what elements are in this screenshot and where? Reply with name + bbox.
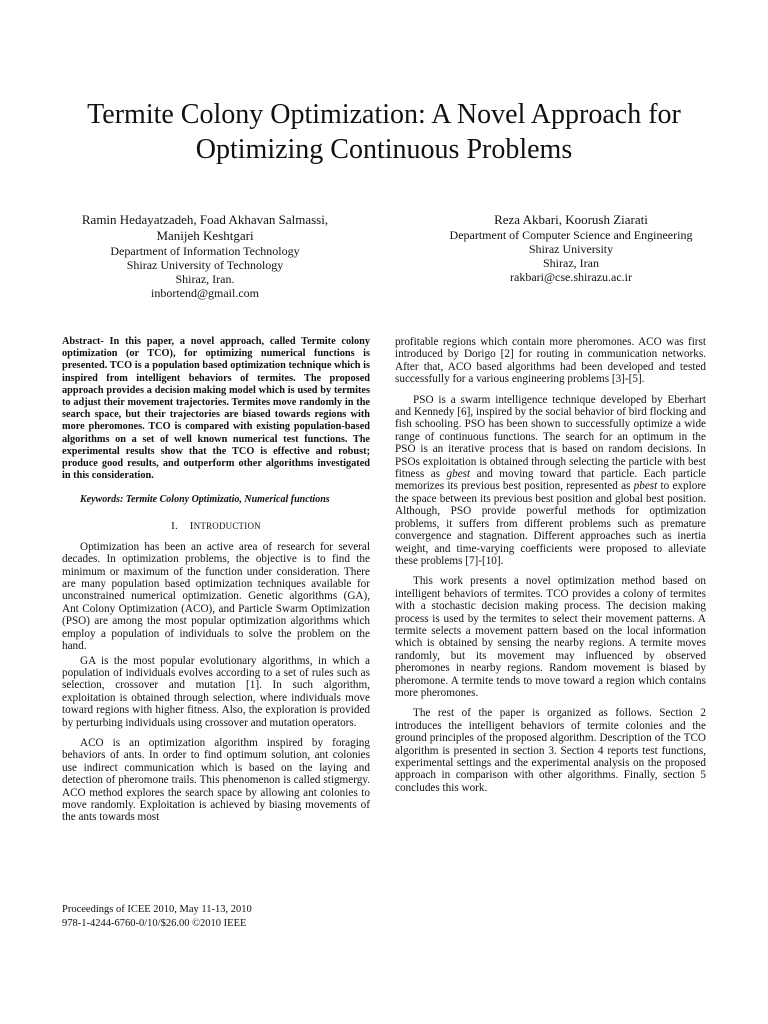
footer [62, 903, 252, 930]
text-run: to explore the space between its previous best position and global best position. Although, PSO provide powerful methods for optimization problems, it suffers from different problems such as premature convergence and stagnation. Different approaches such as inertia weight, and time-varying coefficients were proposed to alleviate these problems [7]-[10]. [395, 480, 707, 567]
author-location: Shiraz, Iran [543, 256, 599, 270]
section-heading [62, 520, 370, 532]
keywords: Keywords: Termite Colony Optimizatio, Numerical functions [80, 494, 330, 506]
body-paragraph: Optimization has been an active area of research for several decades. In optimization problems, the objective is to find the minimum or maximum of the function under consideration. There are many population based optimization techniques available for unconstrained numerical optimization. Genetic algorithms (GA), Ant Colony Optimization (ACO), and Particle Swarm Optimization (PSO) are among the most popular optimization algorithms which employ a population of individuals to solve the problem on the hand. [62, 540, 370, 653]
author-institution: Shiraz University of Technology [126, 258, 284, 272]
body-paragraph: ACO is an optimization algorithm inspired by foraging behaviors of ants. In order to find optimum solution, ant colonies use indirect communication which is based on the laying and detection of pheromone trails. This phenomenon is called stigmergy. ACO method explores the search space by allowing ant colonies to move randomly. Exploitation is achieved by biasing movements of the ants towards most [62, 736, 370, 824]
right-column [395, 336, 706, 794]
author-names: Manijeh Keshtgari [156, 228, 254, 243]
author-department: Department of Information Technology [110, 244, 300, 258]
text-run: PSO is a swarm intelligence technique developed by Eberhart and Kennedy [6], inspired by the social behavior of bird flocking and fish schooling. PSO has been shown to successfully optimize a wide range of continuous functions. The search for an optimum in the PSO is an iterative process that is based on random decisions. In PSOs exploitation is obtained through selecting the particle with best fitness as [395, 393, 706, 481]
body-paragraph [395, 394, 706, 568]
section-number: I. [171, 520, 178, 533]
abstract: Abstract- In this paper, a novel approach, called Termite colony optimization (or TCO), for optimizing numerical functions is presented. TCO is a population based optimization technique which is inspired from intelligent behaviors of termites. The proposed approach provides a decision making model which is used by termites to adjust their movement trajectories. Termites move randomly in the search space, but their trajectories are biased towards regions with more pheromones. TCO is compared with existing population-based algorithms on a set of well known numerical test functions. The experimental results show that the TCO is effective and robust; produce good results, and outperform other algorithms investigated in this consideration. [62, 336, 370, 482]
body-paragraph: This work presents a novel optimization method based on intelligent behaviors of termites. TCO provides a colony of termites with a stochastic decision making process. The decision making process is used by the termites to select their movement patterns. A termite selects a movement pattern based on the local information which is obtained by sensing the nearby regions. A termite moves randomly, but its movement may influenced by observed pheromones in nearby regions. Random movement is biased by pheromone. A termite tends to move toward a region which contains more pheromones. [395, 575, 706, 699]
author-email: rakbari@cse.shirazu.ac.ir [510, 270, 632, 284]
author-names: Ramin Hedayatzadeh, Foad Akhavan Salmassi, [81, 212, 329, 227]
footer-proceedings: Proceedings of ICEE 2010, May 11-13, 2010 [62, 904, 252, 915]
body-paragraph: The rest of the paper is organized as follows. Section 2 introduces the intelligent behaviors of termite colonies and the ground principles of the proposed algorithm. Description of the TCO algorithm is presented in section 3. Section 4 reports test functions, experimental settings and the experimental analysis on the proposed approach in comparison with other algorithms. Finally, section 5 concludes this work. [395, 707, 706, 794]
footer-copyright: 978-1-4244-6760-0/10/$26.00 ©2010 IEEE [62, 917, 247, 929]
italic-term: gbest [446, 468, 471, 481]
section-title-rest: NTRODUCTION [193, 521, 261, 532]
left-column [62, 336, 370, 824]
paper-title: Termite Colony Optimization: A Novel Approach for Optimizing Continuous Problems [87, 99, 681, 165]
body-paragraph: GA is the most popular evolutionary algorithms, in which a population of individuals evolves according to a set of rules such as selection, crossover and mutation [1]. In such algorithm, exploitation is obtained through selection, where individuals move toward regions with higher fitness. Also, the exploration is provided by perturbing individuals using crossover and mutation operators. [62, 654, 370, 729]
author-email: inbortend@gmail.com [150, 286, 260, 300]
author-block-2 [420, 212, 722, 284]
italic-term: pbest [633, 480, 658, 493]
author-institution: Shiraz University [528, 242, 614, 256]
text-run: and moving toward that particle. Each particle memorizes its previous best position, represented as [395, 468, 707, 493]
body-paragraph: profitable regions which contain more pheromones. ACO was first introduced by Dorigo [2] for routing in communication networks. After that, ACO based algorithms had been developed and tested successfully for a various engineering problems [3]-[5]. [395, 336, 706, 386]
section-title-initial: I [189, 520, 194, 533]
author-location: Shiraz, Iran. [175, 272, 235, 286]
author-names: Reza Akbari, Koorush Ziarati [494, 212, 648, 227]
author-department: Department of Computer Science and Engineering [449, 228, 693, 242]
author-block-1 [62, 212, 348, 300]
